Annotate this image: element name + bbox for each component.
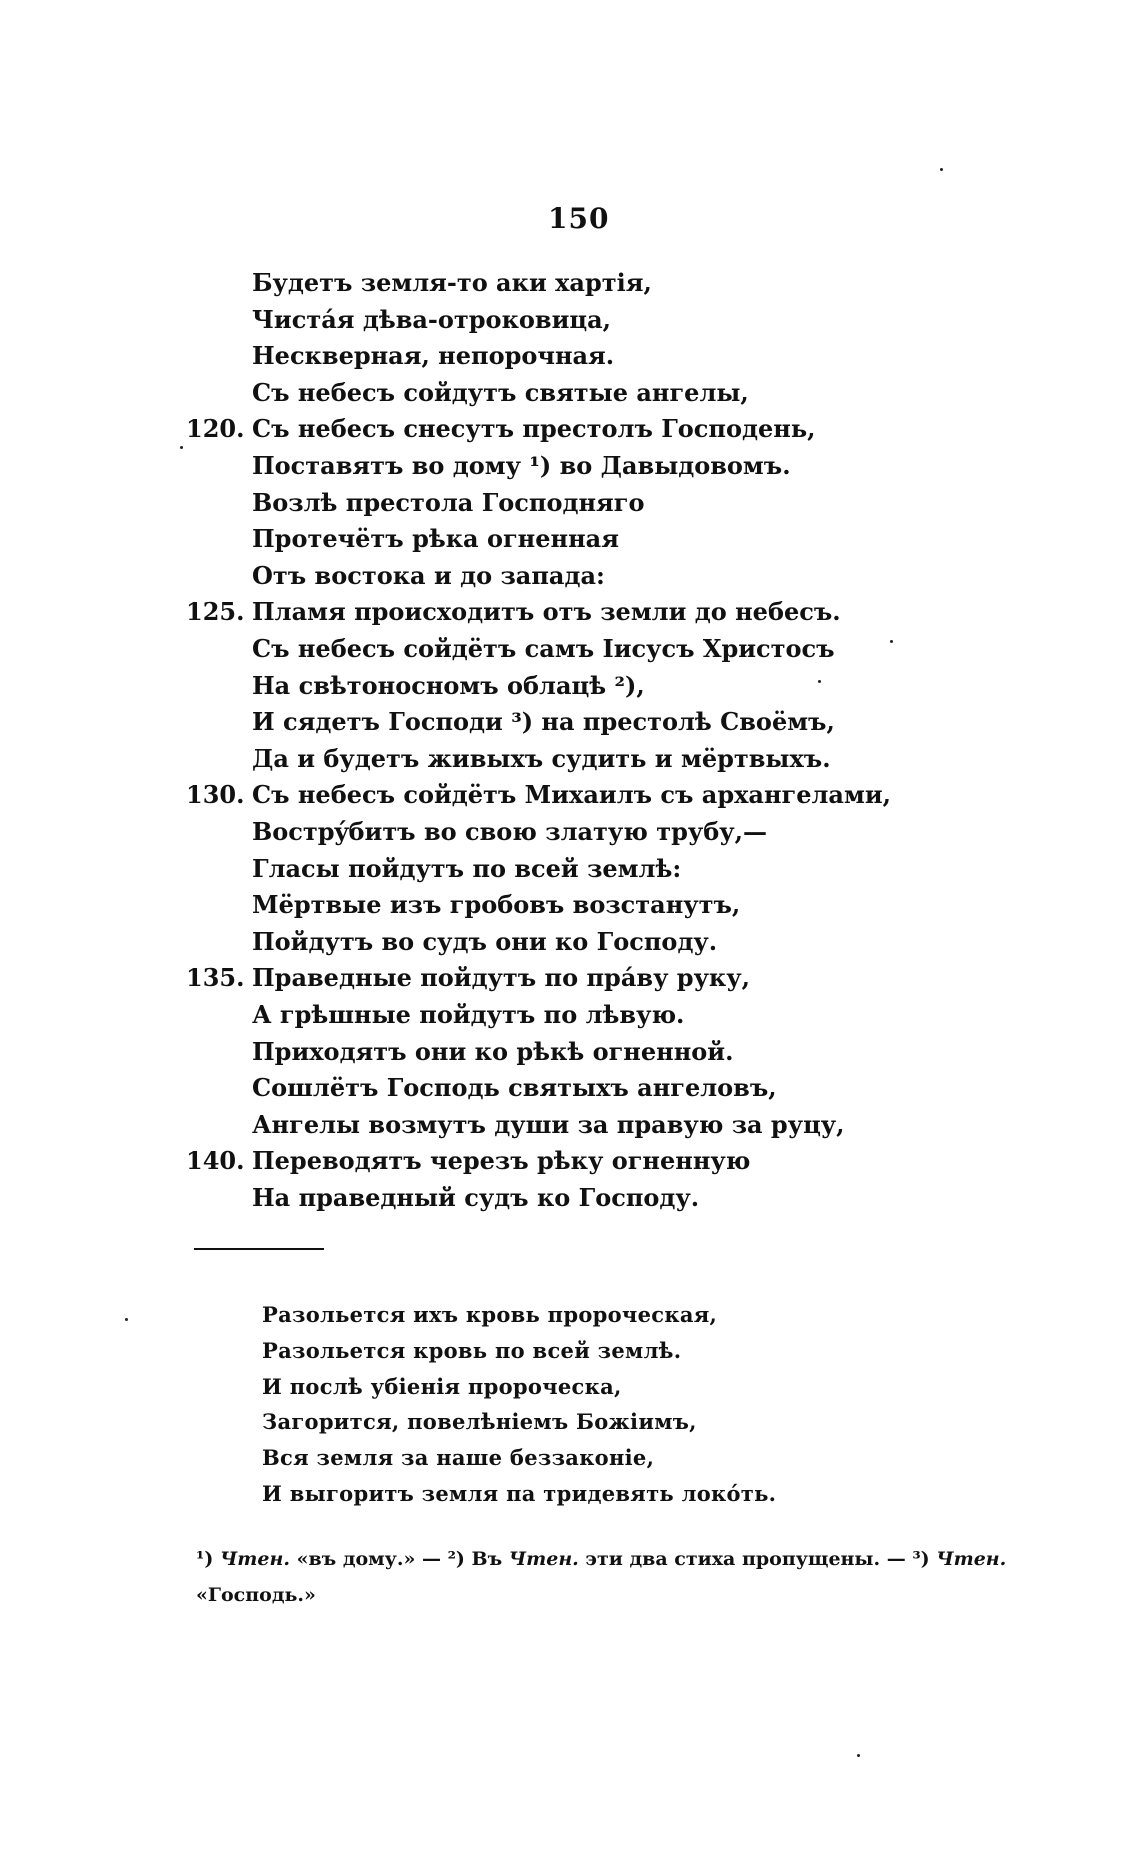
verse-text: Нескверная, непорочная.	[252, 341, 615, 370]
verse-line	[0, 341, 1140, 378]
verse-number: 135.	[186, 963, 245, 992]
verse-line	[0, 634, 1140, 671]
variant-verse-line: Разольется ихъ кровь пророческая,	[262, 1302, 718, 1327]
verse-text: Вострýбитъ во свою златую трубу,—	[252, 817, 767, 846]
verse-line	[0, 1000, 1140, 1037]
verse-text: Пламя происходитъ отъ земли до небесъ.	[252, 597, 841, 626]
verse-line	[0, 1037, 1140, 1074]
footnote-line-2: «Господь.»	[196, 1584, 316, 1606]
verse-text: Чистáя дѣва-отроковица,	[252, 305, 612, 334]
verse-text: Будетъ земля-то аки хартія,	[252, 268, 652, 297]
verse-line	[0, 524, 1140, 561]
footnote-marker-1: ¹)	[196, 1548, 214, 1570]
verse-text: Съ небесъ сойдётъ самъ Іисусъ Христосъ	[252, 634, 835, 663]
verse-number: 140.	[186, 1146, 245, 1175]
verse-text: Переводятъ черезъ рѣку огненную	[252, 1146, 751, 1175]
print-speck	[857, 1754, 860, 1757]
verse-number: 120.	[186, 414, 245, 443]
verse-line	[0, 927, 1140, 964]
verse-text: Пойдутъ во судъ они ко Господу.	[252, 927, 718, 956]
verse-text: Мёртвые изъ гробовъ возстанутъ,	[252, 890, 741, 919]
variant-verse-line: И выгоритъ земля па тридевять локóть.	[262, 1481, 777, 1506]
verse-line	[0, 780, 1140, 817]
verse-line	[0, 963, 1140, 1000]
verse-line	[0, 817, 1140, 854]
verse-text: А грѣшные пойдутъ по лѣвую.	[252, 1000, 685, 1029]
print-speck	[890, 640, 893, 643]
verse-text: Отъ востока и до запада:	[252, 561, 605, 590]
verse-line	[0, 671, 1140, 708]
footnote-text: эти два стиха пропущены. — ³)	[585, 1548, 930, 1570]
verse-text: На праведный судъ ко Господу.	[252, 1183, 700, 1212]
verse-text: Сошлётъ Господь святыхъ ангеловъ,	[252, 1073, 777, 1102]
footnote-abbrev: Чтен.	[936, 1548, 1007, 1570]
verse-text: Протечётъ рѣка огненная	[252, 524, 619, 553]
verse-line	[0, 305, 1140, 342]
verse-line	[0, 890, 1140, 927]
footnote-text: Въ	[471, 1548, 503, 1570]
footnote-text: «въ дому.» — ²)	[296, 1548, 465, 1570]
footnote-line-1	[196, 1548, 1006, 1570]
variant-verse-line: Вся земля за наше беззаконіе,	[262, 1445, 655, 1470]
verse-text: Ангелы возмутъ души за правую за руцу,	[252, 1110, 845, 1139]
verse-number: 125.	[186, 597, 245, 626]
verse-number: 130.	[186, 780, 245, 809]
verse-text: Поставятъ во дому ¹) во Давыдовомъ.	[252, 451, 791, 480]
verse-line	[0, 1110, 1140, 1147]
verse-line	[0, 561, 1140, 598]
verse-line	[0, 268, 1140, 305]
verse-text: На свѣтоносномъ облацѣ ²),	[252, 671, 645, 700]
verse-line	[0, 378, 1140, 415]
variant-verse-line: Загорится, повелѣніемъ Божіимъ,	[262, 1409, 697, 1434]
verse-line	[0, 1073, 1140, 1110]
verse-text: Съ небесъ сойдётъ Михаилъ съ архангелами,	[252, 780, 891, 809]
verse-line	[0, 1183, 1140, 1220]
verse-line	[0, 597, 1140, 634]
variant-verse-line: И послѣ убіенія пророческа,	[262, 1374, 622, 1399]
footnote-separator-rule	[194, 1248, 324, 1250]
verse-text: Приходятъ они ко рѣкѣ огненной.	[252, 1037, 734, 1066]
verse-text: Да и будетъ живыхъ судить и мёртвыхъ.	[252, 744, 831, 773]
footnote-abbrev: Чтен.	[219, 1548, 290, 1570]
print-speck	[180, 446, 183, 449]
verse-line	[0, 414, 1140, 451]
verse-text: И сядетъ Господи ³) на престолѣ Своёмъ,	[252, 707, 835, 736]
page-number: 150	[548, 202, 610, 235]
verse-line	[0, 707, 1140, 744]
print-speck	[940, 168, 943, 171]
verse-line	[0, 1146, 1140, 1183]
verse-text: Съ небесъ сойдутъ святые ангелы,	[252, 378, 749, 407]
verse-text: Съ небесъ снесутъ престолъ Господень,	[252, 414, 816, 443]
footnote-abbrev: Чтен.	[508, 1548, 579, 1570]
verse-text: Праведные пойдутъ по прáву руку,	[252, 963, 750, 992]
verse-text: Возлѣ престола Господняго	[252, 488, 645, 517]
verse-line	[0, 451, 1140, 488]
print-speck	[818, 680, 821, 683]
print-speck	[125, 1318, 128, 1321]
verse-line	[0, 854, 1140, 891]
verse-line	[0, 488, 1140, 525]
verse-line	[0, 744, 1140, 781]
verse-text: Гласы пойдутъ по всей землѣ:	[252, 854, 682, 883]
variant-verse-line: Разольется кровь по всей землѣ.	[262, 1338, 682, 1363]
